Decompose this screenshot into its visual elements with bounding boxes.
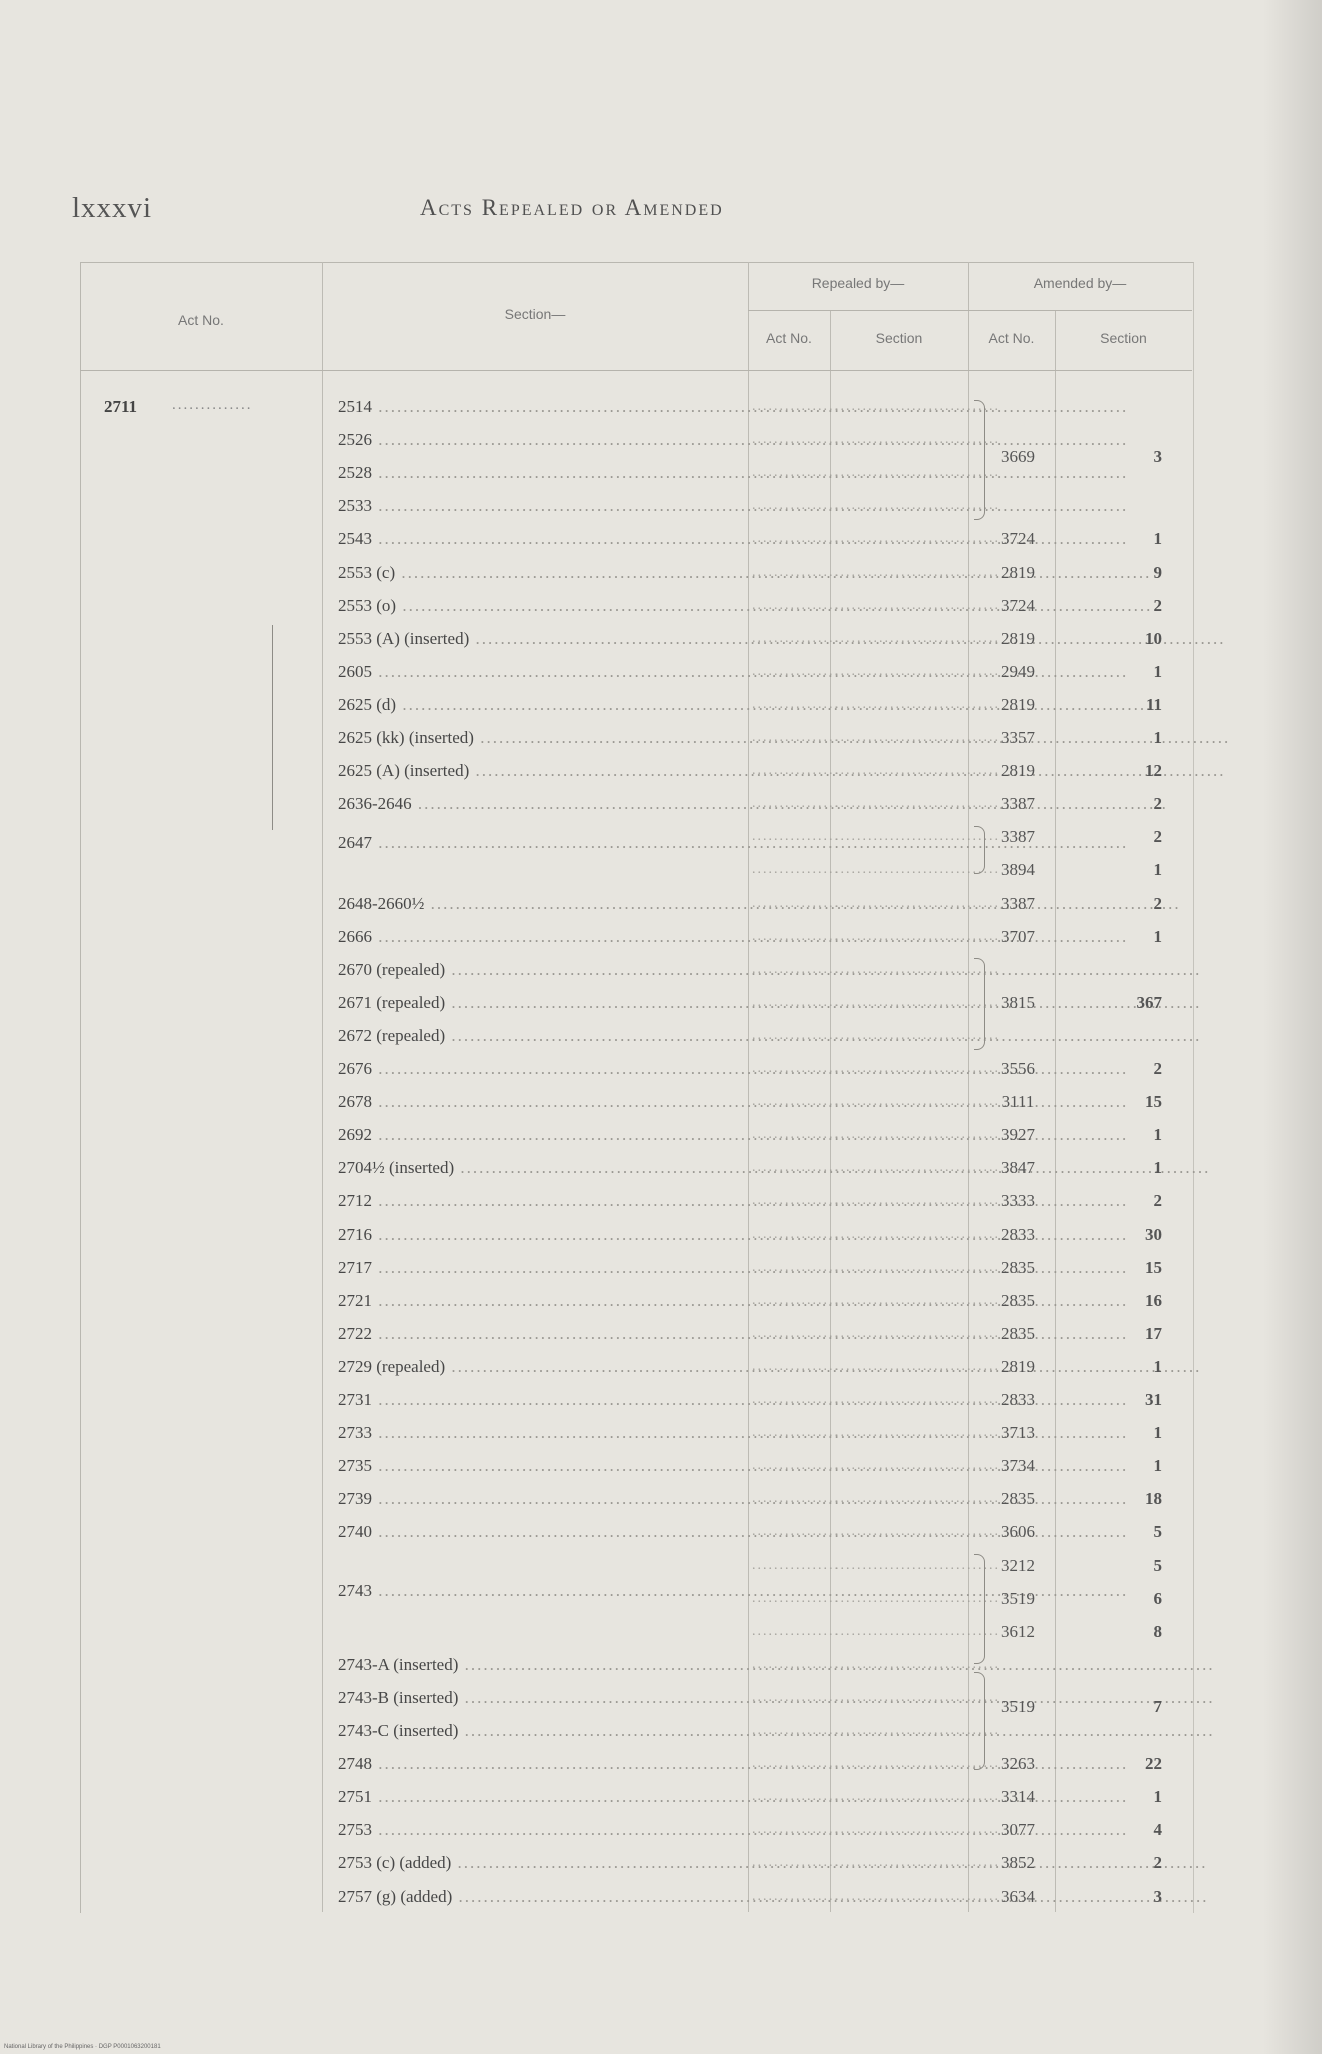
row-amended-act: 2819 [1001, 1356, 1035, 1376]
row-repealed-section: .............................. [835, 399, 1000, 414]
table-row [0, 1482, 1322, 1515]
row-amended-act: 3212 [1001, 1555, 1035, 1575]
row-amended-section: 1 [1153, 728, 1162, 747]
table-row [0, 721, 1322, 754]
row-repealed-act: ................ [752, 1193, 840, 1209]
table-row [0, 1350, 1322, 1383]
row-amended-section: 9 [1153, 562, 1162, 582]
row-repealed-section: .............................. [835, 1491, 1000, 1507]
row-amended-section: 1 [1153, 1423, 1162, 1443]
merged-amended-act: 3669 [1001, 447, 1035, 466]
table-row [0, 1118, 1322, 1151]
header-amended-by: Amended by— [1033, 275, 1127, 291]
row-repealed-section: .............................. [835, 730, 1000, 745]
row-repealed-act: ................ [752, 1855, 840, 1871]
row-section: 2751 ..... [338, 1780, 748, 1813]
row-section: 2740 ..... [338, 1515, 748, 1548]
row-repealed-act: ................ [752, 1689, 840, 1705]
header-repealed-act-no: Act No. [766, 330, 812, 346]
row-repealed-act: ................ [752, 498, 840, 514]
row-amended-section: 3 [1153, 1886, 1162, 1906]
row-repealed-section: .............................. [835, 1723, 1000, 1738]
merged-amended-act: 3519 [1001, 1697, 1035, 1716]
row-section: 2533 ..... [338, 489, 748, 522]
row-repealed-act: ................ [752, 1094, 840, 1110]
row-repealed-section: .............................. [835, 696, 1000, 712]
row-section: 2666 ..... [338, 920, 748, 953]
row-repealed-section: .............................. [835, 465, 1000, 481]
table-row [0, 556, 1322, 589]
brace-2647 [974, 826, 985, 874]
row-repealed-section: .............................. [835, 432, 1000, 448]
row-repealed-section: .............................. [835, 1259, 1000, 1275]
table-row [0, 688, 1322, 721]
row-section: 2625 (kk) (inserted) ..... [338, 721, 748, 754]
row-repealed-act: ................ [752, 994, 840, 1010]
header-act-no: Act No. [178, 312, 224, 328]
row-section: 2716 ..... [338, 1218, 748, 1251]
row-repealed-act: ................ [752, 1524, 840, 1540]
table-row [0, 1151, 1322, 1184]
row-section: 2731 ..... [338, 1383, 748, 1416]
row-repealed-act: ................ [752, 1458, 840, 1474]
row-amended-section: 5 [1153, 1522, 1162, 1542]
row-repealed-section: .............................. [835, 1557, 1000, 1573]
row-amended-act: 3387 [1001, 893, 1035, 913]
row-repealed-act: ................ [752, 399, 840, 414]
row-repealed-act: ................ [752, 630, 840, 646]
running-head: Acts Repealed or Amended [420, 195, 724, 220]
row-section: 2671 (repealed) ..... [338, 986, 748, 1019]
row-repealed-section: .............................. [835, 1127, 1000, 1143]
row-section: 2670 (repealed) ..... [338, 953, 748, 986]
row-repealed-act: ................ [752, 961, 840, 977]
table-row [0, 1648, 1322, 1681]
row-amended-act: 3713 [1001, 1423, 1035, 1443]
row-section: 2743-C (inserted) ..... [338, 1714, 748, 1747]
row-section: 2722 ..... [338, 1317, 748, 1350]
row-amended-act: 2835 [1001, 1489, 1035, 1509]
row-amended-section: 2 [1153, 893, 1162, 913]
merged-section: 2647 ..... [338, 826, 748, 859]
row-amended-section: 5 [1153, 1555, 1162, 1575]
row-repealed-act: ................ [752, 730, 840, 745]
header-subrule [748, 310, 1192, 311]
row-section: 2543 ..... [338, 522, 748, 555]
row-repealed-act: ................ [752, 1789, 840, 1805]
row-amended-section: 2 [1153, 1059, 1162, 1078]
row-repealed-act: ................ [752, 1358, 840, 1374]
row-amended-act: 2819 [1001, 694, 1035, 714]
table-row [0, 1747, 1322, 1780]
table-row [0, 754, 1322, 787]
row-repealed-section: .............................. [835, 1094, 1000, 1110]
table-row [0, 1284, 1322, 1317]
row-section: 2636-2646 ..... [338, 787, 748, 820]
row-section: 2753 (c) (added) ..... [338, 1846, 748, 1879]
row-repealed-section: .............................. [835, 597, 1000, 613]
row-repealed-act: ................ [752, 1623, 840, 1639]
act-number: 2711 [104, 397, 138, 416]
row-section: 2712 ..... [338, 1184, 748, 1217]
brace-2514-2533 [974, 400, 985, 520]
row-section: 2672 (repealed) ..... [338, 1019, 748, 1052]
table-row [0, 522, 1322, 555]
table-row [0, 1813, 1322, 1846]
table-row [0, 787, 1322, 820]
row-amended-section: 2 [1153, 794, 1162, 814]
header-amended-section: Section [1100, 330, 1147, 346]
row-amended-section: 1 [1153, 1456, 1162, 1476]
row-section: 2729 (repealed) ..... [338, 1350, 748, 1383]
row-amended-act: 2833 [1001, 1224, 1035, 1244]
row-amended-act: 3556 [1001, 1059, 1035, 1078]
table-row [0, 953, 1322, 986]
row-section: 2625 (d) ..... [338, 688, 748, 721]
row-repealed-section: .............................. [835, 1855, 1000, 1871]
row-section: 2514 ..... [338, 390, 748, 423]
merged-row [0, 440, 1322, 473]
row-amended-act: 3314 [1001, 1787, 1035, 1807]
row-repealed-act: ................ [752, 1756, 840, 1772]
row-repealed-section: .............................. [835, 1888, 1000, 1904]
row-section: 2743-B (inserted) ..... [338, 1681, 748, 1714]
row-amended-section: 10 [1145, 628, 1162, 648]
row-amended-section: 2 [1153, 595, 1162, 615]
row-section: 2678 ..... [338, 1085, 748, 1118]
row-section: 2757 (g) (added) ..... [338, 1880, 748, 1913]
row-section: 2739 ..... [338, 1482, 748, 1515]
row-repealed-section: .............................. [835, 663, 1000, 679]
table-row [0, 589, 1322, 622]
row-repealed-section: .............................. [835, 1689, 1000, 1705]
row-repealed-section: .............................. [835, 1458, 1000, 1474]
row-section: 2748 ..... [338, 1747, 748, 1780]
row-amended-act: 3724 [1001, 529, 1035, 549]
row-repealed-section: .............................. [835, 1656, 1000, 1672]
row-repealed-act: ................ [752, 1723, 840, 1738]
row-repealed-section: .............................. [835, 1623, 1000, 1639]
row-amended-act: 2835 [1001, 1290, 1035, 1310]
row-repealed-section: .............................. [835, 630, 1000, 646]
row-amended-section: 30 [1145, 1224, 1162, 1244]
merged-amended-act: 3815 [1001, 993, 1035, 1012]
row-repealed-act: ................ [752, 696, 840, 712]
row-section: 2553 (o) ..... [338, 589, 748, 622]
row-amended-act: 3847 [1001, 1158, 1035, 1178]
header-repealed-section: Section [875, 330, 923, 346]
table-row [0, 1085, 1322, 1118]
row-repealed-act: ................ [752, 928, 840, 944]
row-repealed-section: .............................. [835, 1061, 1000, 1076]
row-section: 2676 ..... [338, 1052, 748, 1085]
row-amended-act: 3606 [1001, 1522, 1035, 1542]
row-amended-act: 2835 [1001, 1323, 1035, 1343]
table-row [0, 1184, 1322, 1217]
row-amended-section: 8 [1153, 1621, 1162, 1641]
row-repealed-section: .............................. [835, 895, 1000, 911]
row-section: 2721 ..... [338, 1284, 748, 1317]
row-repealed-section: .............................. [835, 763, 1000, 779]
merged-amended-section: 3 [1153, 447, 1162, 466]
row-section: 2743-A (inserted) ..... [338, 1648, 748, 1681]
brace-2743-a-c [974, 1672, 985, 1770]
row-section: 2692 ..... [338, 1118, 748, 1151]
table-row [0, 1449, 1322, 1482]
row-repealed-act: ................ [752, 763, 840, 779]
row-repealed-act: ................ [752, 1259, 840, 1275]
row-repealed-section: .............................. [835, 796, 1000, 812]
row-section: 2526 ..... [338, 423, 748, 456]
row-amended-act: 2833 [1001, 1390, 1035, 1409]
row-repealed-section: .............................. [835, 829, 1000, 845]
row-repealed-act: ................ [752, 1061, 840, 1076]
row-repealed-act: ................ [752, 1590, 840, 1606]
row-amended-act: 3852 [1001, 1853, 1035, 1873]
row-repealed-section: .............................. [835, 564, 1000, 580]
row-repealed-act: ................ [752, 1127, 840, 1143]
row-amended-act: 3734 [1001, 1456, 1035, 1476]
row-amended-act: 2819 [1001, 562, 1035, 582]
row-repealed-section: .............................. [835, 1027, 1000, 1043]
row-repealed-act: ................ [752, 1656, 840, 1672]
row-repealed-section: .............................. [835, 498, 1000, 514]
row-repealed-act: ................ [752, 862, 840, 878]
row-repealed-act: ................ [752, 1822, 840, 1838]
row-amended-section: 1 [1153, 1125, 1162, 1145]
row-repealed-act: ................ [752, 1425, 840, 1441]
row-section: 2625 (A) (inserted) ..... [338, 754, 748, 787]
row-amended-section: 17 [1145, 1323, 1162, 1343]
row-amended-section: 1 [1153, 661, 1162, 681]
row-amended-section: 6 [1153, 1588, 1162, 1608]
row-repealed-section: .............................. [835, 862, 1000, 878]
row-repealed-act: ................ [752, 829, 840, 845]
row-section: 2753 ..... [338, 1813, 748, 1846]
table-row [0, 920, 1322, 953]
table-row [0, 1416, 1322, 1449]
table-row [0, 887, 1322, 920]
row-amended-section: 31 [1145, 1390, 1162, 1409]
merged-row [0, 986, 1322, 1019]
row-section: 2704½ (inserted) ..... [338, 1151, 748, 1184]
header-bottom-rule [80, 370, 1192, 371]
row-amended-act: 2819 [1001, 628, 1035, 648]
row-repealed-act: ................ [752, 895, 840, 911]
row-amended-section: 15 [1145, 1257, 1162, 1277]
row-repealed-section: .............................. [835, 531, 1000, 547]
footer-note: National Library of the Philippines · DGP P0001063200181 [4, 2044, 161, 2050]
row-repealed-section: .............................. [835, 961, 1000, 977]
page-number: lxxxvi [72, 192, 153, 224]
row-repealed-act: ................ [752, 564, 840, 580]
merged-section: 2743 ..... [338, 1574, 748, 1607]
row-amended-act: 3634 [1001, 1886, 1035, 1906]
row-repealed-section: .............................. [835, 1524, 1000, 1540]
row-amended-section: 2 [1153, 1191, 1162, 1211]
row-amended-act: 3077 [1001, 1820, 1035, 1840]
row-section: 2648-2660½ ..... [338, 887, 748, 920]
row-repealed-section: .............................. [835, 1325, 1000, 1341]
row-repealed-act: ................ [752, 1557, 840, 1573]
row-amended-act: 3263 [1001, 1754, 1035, 1774]
row-repealed-section: .............................. [835, 928, 1000, 944]
row-amended-act: 3612 [1001, 1621, 1035, 1641]
merged-row [0, 1574, 1322, 1607]
row-amended-act: 3387 [1001, 794, 1035, 814]
row-section: 2528 ..... [338, 456, 748, 489]
row-repealed-act: ................ [752, 796, 840, 812]
table-row [0, 1780, 1322, 1813]
row-repealed-act: ................ [752, 1392, 840, 1407]
table-row [0, 1317, 1322, 1350]
row-amended-act: 3333 [1001, 1191, 1035, 1211]
table-row [0, 1515, 1322, 1548]
brace-2743 [974, 1554, 985, 1664]
row-repealed-act: ................ [752, 1160, 840, 1176]
row-repealed-act: ................ [752, 597, 840, 613]
row-repealed-act: ................ [752, 1292, 840, 1308]
table-row [0, 489, 1322, 522]
row-repealed-act: ................ [752, 1226, 840, 1242]
row-repealed-act: ................ [752, 432, 840, 448]
table-row [0, 1880, 1322, 1913]
row-amended-act: 3387 [1001, 827, 1035, 847]
row-amended-act: 2819 [1001, 761, 1035, 781]
row-repealed-section: .............................. [835, 1756, 1000, 1772]
row-amended-act: 3111 [1001, 1092, 1035, 1112]
row-section: 2605 ..... [338, 655, 748, 688]
row-section: 2553 (c) ..... [338, 556, 748, 589]
table-row [0, 390, 1322, 423]
table-row [0, 622, 1322, 655]
row-amended-act: 3357 [1001, 728, 1035, 747]
row-section: 2733 ..... [338, 1416, 748, 1449]
row-repealed-section: .............................. [835, 1590, 1000, 1606]
row-repealed-section: .............................. [835, 1425, 1000, 1441]
row-amended-section: 1 [1153, 1356, 1162, 1376]
row-section: 2717 ..... [338, 1251, 748, 1284]
header-amended-act-no: Act No. [988, 330, 1035, 346]
row-repealed-act: ................ [752, 531, 840, 547]
row-amended-act: 3894 [1001, 860, 1035, 880]
header-repealed-by: Repealed by— [811, 275, 905, 291]
row-amended-act: 2949 [1001, 661, 1035, 681]
row-repealed-section: .............................. [835, 1193, 1000, 1209]
row-amended-section: 1 [1153, 926, 1162, 946]
merged-row [0, 1690, 1322, 1723]
act-leader-dots: .............. [172, 397, 253, 413]
table-row [0, 1218, 1322, 1251]
merged-amended-section: 367 [1136, 993, 1162, 1012]
row-section: 2735 ..... [338, 1449, 748, 1482]
row-repealed-section: .............................. [835, 994, 1000, 1010]
table-row [0, 1019, 1322, 1052]
row-amended-act: 2835 [1001, 1257, 1035, 1277]
row-repealed-section: .............................. [835, 1789, 1000, 1805]
row-repealed-act: ................ [752, 663, 840, 679]
merged-amended-section: 7 [1153, 1697, 1162, 1716]
row-repealed-section: .............................. [835, 1822, 1000, 1838]
row-amended-section: 11 [1145, 694, 1162, 714]
row-repealed-act: ................ [752, 465, 840, 481]
row-repealed-section: .............................. [835, 1392, 1000, 1407]
row-amended-section: 1 [1153, 1158, 1162, 1178]
row-repealed-section: .............................. [835, 1358, 1000, 1374]
row-repealed-act: ................ [752, 1888, 840, 1904]
row-amended-act: 3707 [1001, 926, 1035, 946]
row-amended-section: 2 [1153, 827, 1162, 847]
row-amended-section: 1 [1153, 529, 1162, 549]
row-repealed-act: ................ [752, 1325, 840, 1341]
row-amended-section: 15 [1145, 1092, 1162, 1112]
row-amended-section: 2 [1153, 1853, 1162, 1873]
row-repealed-act: ................ [752, 1491, 840, 1507]
row-repealed-act: ................ [752, 1027, 840, 1043]
table-row [0, 1615, 1322, 1648]
row-amended-act: 3519 [1001, 1588, 1035, 1608]
table-row [0, 1251, 1322, 1284]
table-row [0, 1052, 1322, 1085]
row-repealed-section: .............................. [835, 1160, 1000, 1176]
row-amended-section: 16 [1145, 1290, 1162, 1310]
row-repealed-section: .............................. [835, 1226, 1000, 1242]
row-amended-act: 3724 [1001, 595, 1035, 615]
brace-2670-2672 [974, 958, 985, 1050]
row-amended-section: 1 [1153, 860, 1162, 880]
row-amended-section: 22 [1145, 1754, 1162, 1774]
row-amended-section: 1 [1153, 1787, 1162, 1807]
row-amended-section: 18 [1145, 1489, 1162, 1509]
row-repealed-section: .............................. [835, 1292, 1000, 1308]
row-section: 2553 (A) (inserted) ..... [338, 622, 748, 655]
table-row [0, 655, 1322, 688]
header-section: Section— [504, 306, 566, 322]
merged-row [0, 826, 1322, 859]
table-row [0, 1846, 1322, 1879]
row-amended-section: 12 [1145, 761, 1162, 781]
row-amended-act: 3927 [1001, 1125, 1035, 1145]
table-row [0, 1383, 1322, 1416]
row-amended-section: 4 [1153, 1820, 1162, 1840]
